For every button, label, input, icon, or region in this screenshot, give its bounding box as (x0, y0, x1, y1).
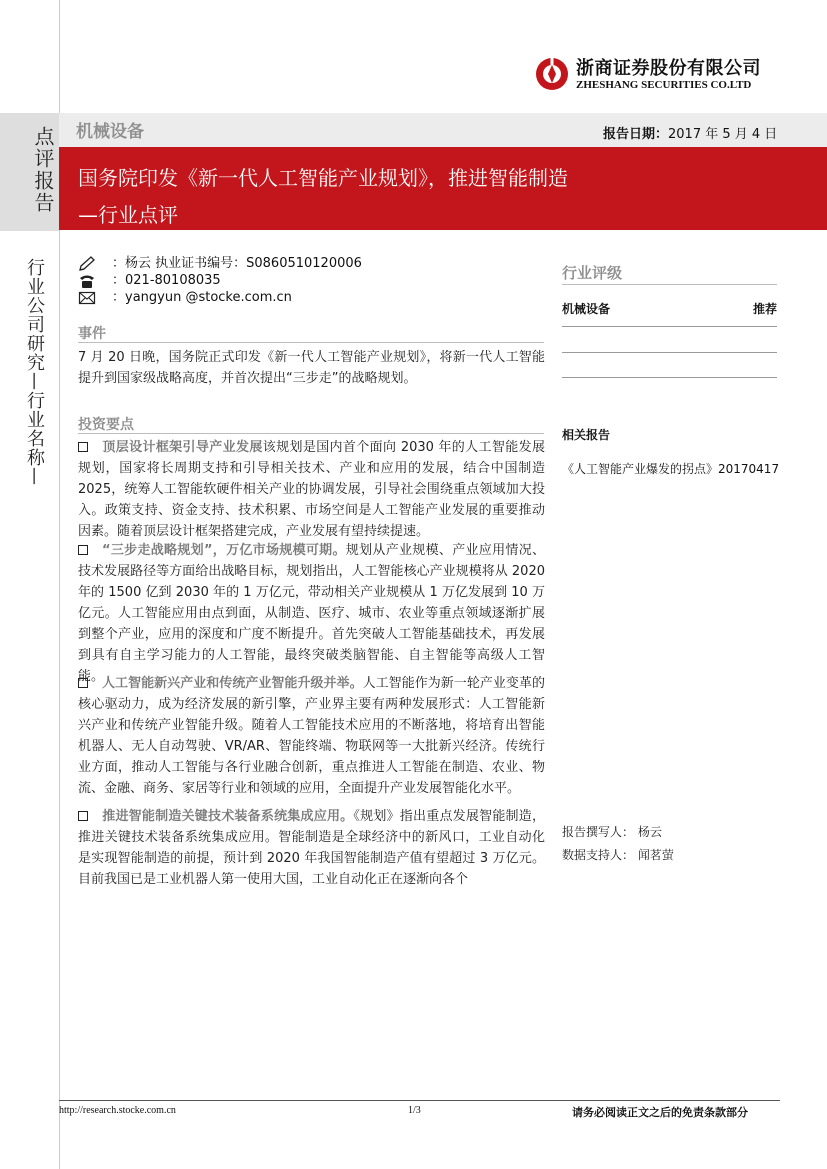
investment-point-3 (78, 673, 545, 799)
event-heading: 事件 (78, 326, 106, 342)
company-logo (535, 54, 775, 98)
phone-icon (78, 273, 96, 289)
analyst-phone: ：021-80108035 (112, 273, 221, 288)
side-label-category: 行业公司研究—行业名称— (24, 258, 45, 486)
point-text: 规划从产业规模、产业应用情况、技术发展路径等方面给出战略目标，规划指出，人工智能核心产业规模将从 2020 年的 1500 亿到 2030 年的 1 万亿元，带动相关产业规模从 1 万亿发展到 10 万亿元。人工智能应用由点到面，从制造、医疗、城市、农业等重点领域逐渐扩展到整个产业，应用的深度和广度不断提升。首先突破人工智能基础技术，再发展到具有自主学习能力的人工智能，最终突破类脑智能、自主智能等高级人工智能。 (78, 543, 545, 684)
investment-point-2 (78, 540, 545, 687)
footer-url[interactable]: http://research.stocke.com.cn (59, 1105, 176, 1116)
related-reports-heading: 相关报告 (562, 428, 611, 442)
point-text: 该规划是国内首个面向 2030 年的人工智能发展规划，国家将长周期支持和引导相关技术、产业和应用的发展，结合中国制造 2025，统筹人工智能软硬件相关产业的协调发展，引导社会围绕重点领域加大投入。政策支持、资金支持、技术积累、市场空间是人工智能产业发展的重要推动因素。随着顶层设计框架搭建完成，产业发展有望持续提速。 (78, 440, 545, 539)
email-icon (78, 290, 96, 306)
analyst-name-row (78, 256, 498, 272)
point-text: 人工智能作为新一轮产业变革的核心驱动力，成为经济发展的新引擎，产业界主要有两种发展形式：人工智能新兴产业和传统产业智能升级。随着人工智能技术应用的不断落地，将培育出智能机器人、无人自动驾驶、VR/AR、智能终端、物联网等一大批新兴经济。传统行业方面，推动人工智能与各行业融合创新，重点推进人工智能在制造、农业、物流、金融、商务、家居等行业和领域的应用，全面提升产业发展智能化水平。 (78, 676, 545, 796)
rating-heading-rule (562, 284, 777, 285)
report-title-line-1: 国务院印发《新一代人工智能产业规划》，推进智能制造 (78, 166, 568, 190)
investment-point-1 (78, 437, 545, 542)
point-lead: 推进智能制造关键技术装备系统集成应用。 (102, 809, 354, 824)
checkbox-bullet-icon (78, 545, 88, 555)
analyst-name: ：杨云 执业证书编号：S0860510120006 (112, 256, 362, 271)
event-text: 7 月 20 日晚，国务院正式印发《新一代人工智能产业规划》，将新一代人工智能提升到国家级战略高度，并首次提出“三步走”的战略规划。 (78, 350, 545, 386)
report-title-line-2: —行业点评 (78, 203, 178, 227)
pen-icon (78, 256, 96, 272)
company-name-en: ZHESHANG SECURITIES CO.LTD (576, 79, 752, 91)
report-date-value: 2017 年 5 月 4 日 (668, 127, 778, 142)
report-date-label: 报告日期： (603, 127, 669, 142)
footer-rule (59, 1100, 780, 1101)
investment-points-heading: 投资要点 (78, 417, 134, 433)
disclaimer-note: 请务必阅读正文之后的免责条款部分 (572, 1106, 748, 1119)
page-number: 1/3 (408, 1105, 421, 1116)
rating-value: 推荐 (752, 302, 777, 316)
side-label-report-type: 点评报告 (31, 126, 55, 214)
point-text: 《规划》指出重点发展智能制造，推进关键技术装备系统集成应用。智能制造是全球经济中的新风口，工业自动化是实现智能制造的前提，预计到 2020 年我国智能制造产值有望超过 3 万亿元。目前我国已是工业机器人第一使用大国，工业自动化正在逐渐向各个 (78, 809, 545, 887)
checkbox-bullet-icon (78, 442, 88, 452)
analyst-phone-row (78, 273, 378, 289)
investment-points-rule (78, 433, 544, 434)
analyst-email-row (78, 290, 378, 306)
point-lead: 人工智能新兴产业和传统产业智能升级并举。 (102, 676, 363, 691)
investment-point-4 (78, 806, 545, 890)
point-lead: “三步走战略规划”，万亿市场规模可期。 (102, 543, 346, 558)
rating-table-rule (562, 352, 777, 353)
analyst-email: ：yangyun @stocke.com.cn (112, 290, 292, 305)
rating-table-rule (562, 377, 777, 378)
logo-mark-icon (535, 57, 569, 91)
event-heading-rule (78, 342, 544, 343)
related-report-item: 《人工智能产业爆发的拐点》20170417 (562, 462, 780, 476)
data-supporter: 数据支持人： 闻茗萤 (562, 848, 674, 862)
rating-row (562, 300, 777, 318)
rating-table-rule (562, 326, 777, 327)
checkbox-bullet-icon (78, 678, 88, 688)
rating-industry: 机械设备 (562, 302, 611, 316)
rating-heading: 行业评级 (562, 264, 623, 282)
report-date (603, 123, 777, 142)
point-lead: 顶层设计框架引导产业发展 (102, 440, 263, 455)
report-writer: 报告撰写人： 杨云 (562, 825, 662, 839)
checkbox-bullet-icon (78, 811, 88, 821)
company-name-cn: 浙商证券股份有限公司 (576, 58, 761, 79)
sector-title: 机械设备 (76, 122, 144, 142)
